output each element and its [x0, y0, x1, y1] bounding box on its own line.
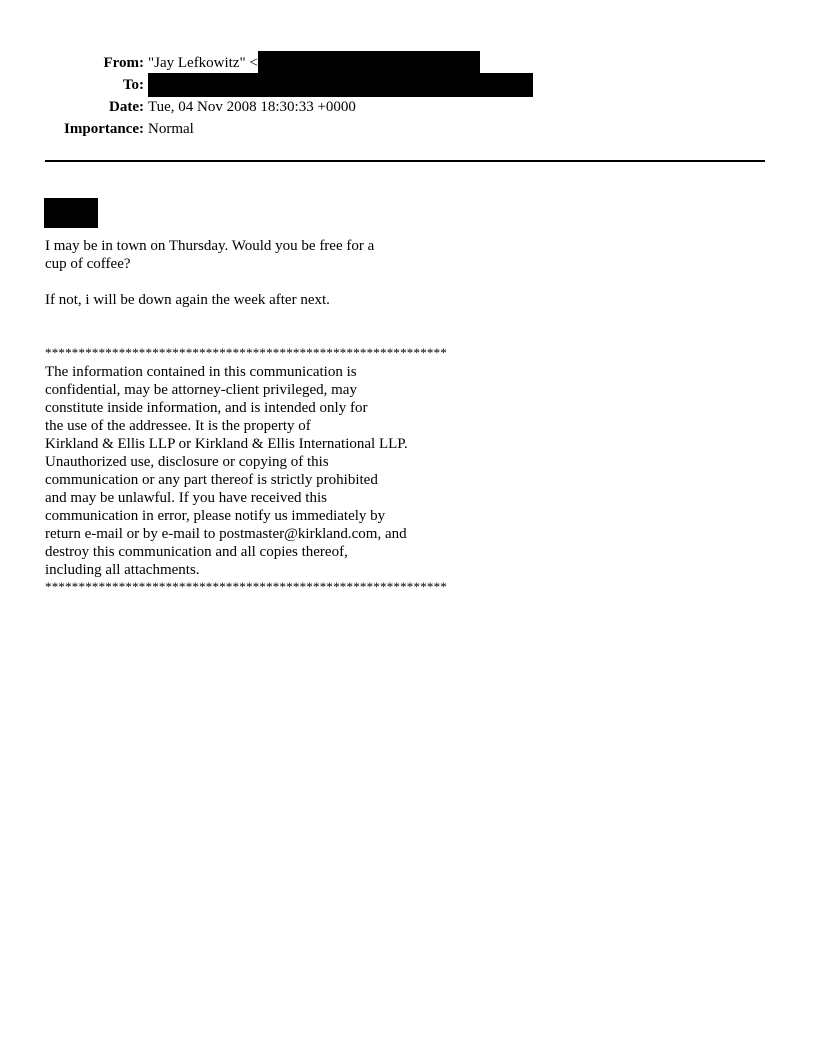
from-label: From:	[103, 55, 144, 71]
message-paragraph-2: If not, i will be down again the week after next.	[45, 292, 330, 308]
date-label: Date:	[109, 99, 144, 115]
disclaimer-stars-bottom: ************************************************************	[45, 579, 447, 594]
to-label: To:	[122, 77, 144, 93]
message-paragraph-1: I may be in town on Thursday. Would you be free for a cup of coffee?	[45, 238, 375, 272]
to-row	[0, 74, 816, 96]
date-row	[0, 96, 816, 118]
header-divider	[45, 160, 765, 162]
disclaimer-stars-top: ************************************************************	[45, 345, 447, 360]
to-address-redaction	[148, 73, 533, 97]
date-value: Tue, 04 Nov 2008 18:30:33 +0000	[148, 99, 356, 115]
importance-row	[0, 118, 816, 140]
email-header	[0, 52, 816, 140]
greeting-redaction	[44, 198, 98, 228]
from-row	[0, 52, 816, 74]
importance-value: Normal	[148, 121, 194, 137]
from-address-redaction	[258, 51, 480, 73]
from-value: "Jay Lefkowitz" <	[148, 55, 258, 71]
importance-label: Importance:	[64, 121, 144, 137]
disclaimer-text: The information contained in this communication is confidential, may be attorney-client privileged, may constitute inside information, and is intended only for the use of the addressee. It is the property of Kirkland & Ellis LLP or Kirkland & Ellis International LLP. Unauthorized use, disclosure or copying of this communication or any part thereof is strictly prohibited and may be unlawful. If you have received this communication in error, please notify us immediately by return e-mail or by e-mail to postmaster@kirkland.com, and destroy this communication and all copies thereof, including all attachments.	[45, 364, 408, 578]
